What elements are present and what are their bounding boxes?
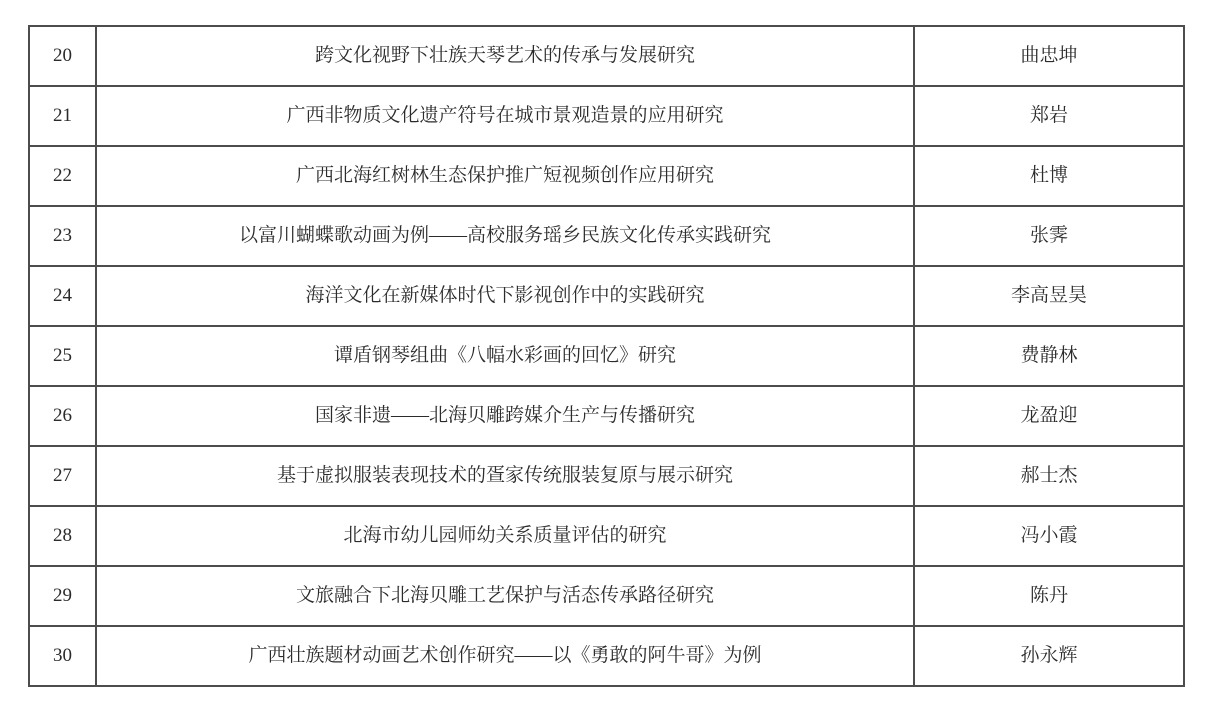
project-title: 海洋文化在新媒体时代下影视创作中的实践研究 — [96, 266, 914, 326]
row-number: 26 — [29, 386, 96, 446]
row-number: 22 — [29, 146, 96, 206]
research-projects-table — [28, 25, 1185, 687]
row-number: 20 — [29, 26, 96, 86]
table-row — [29, 26, 1184, 86]
table-row — [29, 506, 1184, 566]
project-title: 文旅融合下北海贝雕工艺保护与活态传承路径研究 — [96, 566, 914, 626]
person-name: 郝士杰 — [914, 446, 1184, 506]
project-title: 国家非遗——北海贝雕跨媒介生产与传播研究 — [96, 386, 914, 446]
person-name: 李高昱昊 — [914, 266, 1184, 326]
person-name: 孙永辉 — [914, 626, 1184, 686]
project-title: 基于虚拟服装表现技术的疍家传统服装复原与展示研究 — [96, 446, 914, 506]
person-name: 龙盈迎 — [914, 386, 1184, 446]
person-name: 陈丹 — [914, 566, 1184, 626]
row-number: 21 — [29, 86, 96, 146]
row-number: 24 — [29, 266, 96, 326]
person-name: 曲忠坤 — [914, 26, 1184, 86]
row-number: 30 — [29, 626, 96, 686]
table-row — [29, 86, 1184, 146]
table-row — [29, 626, 1184, 686]
table-row — [29, 566, 1184, 626]
table-row — [29, 446, 1184, 506]
person-name: 张霁 — [914, 206, 1184, 266]
table-body — [29, 26, 1184, 686]
table-row — [29, 326, 1184, 386]
person-name: 杜博 — [914, 146, 1184, 206]
table-row — [29, 206, 1184, 266]
table-container — [28, 25, 1185, 687]
row-number: 25 — [29, 326, 96, 386]
row-number: 23 — [29, 206, 96, 266]
table-row — [29, 266, 1184, 326]
person-name: 费静林 — [914, 326, 1184, 386]
project-title: 以富川蝴蝶歌动画为例——高校服务瑶乡民族文化传承实践研究 — [96, 206, 914, 266]
project-title: 谭盾钢琴组曲《八幅水彩画的回忆》研究 — [96, 326, 914, 386]
row-number: 27 — [29, 446, 96, 506]
row-number: 29 — [29, 566, 96, 626]
project-title: 跨文化视野下壮族天琴艺术的传承与发展研究 — [96, 26, 914, 86]
row-number: 28 — [29, 506, 96, 566]
project-title: 广西北海红树林生态保护推广短视频创作应用研究 — [96, 146, 914, 206]
table-row — [29, 386, 1184, 446]
table-row — [29, 146, 1184, 206]
person-name: 郑岩 — [914, 86, 1184, 146]
person-name: 冯小霞 — [914, 506, 1184, 566]
project-title: 广西非物质文化遗产符号在城市景观造景的应用研究 — [96, 86, 914, 146]
project-title: 广西壮族题材动画艺术创作研究——以《勇敢的阿牛哥》为例 — [96, 626, 914, 686]
project-title: 北海市幼儿园师幼关系质量评估的研究 — [96, 506, 914, 566]
